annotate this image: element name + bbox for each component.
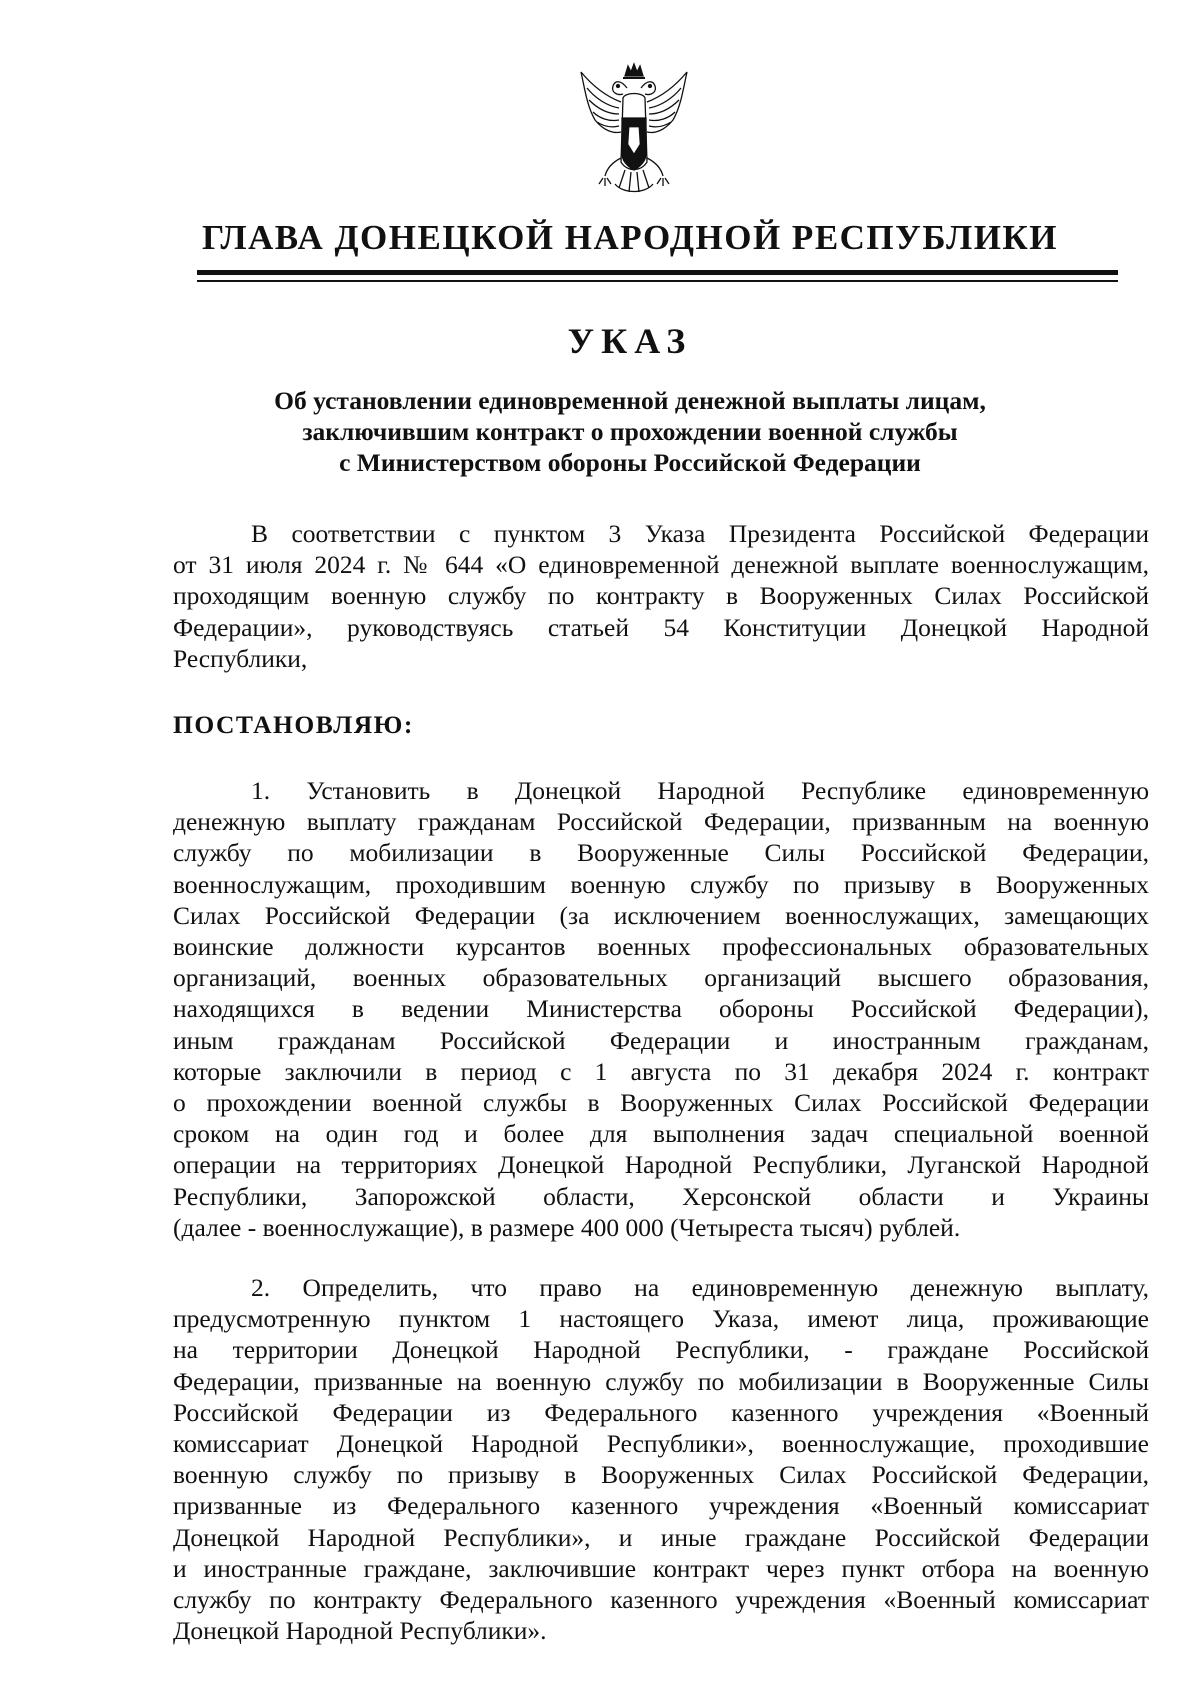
text-line: от 31 июля 2024 г. № 644 «О единовременной денежной выплате военнослужащим, [173,550,1149,580]
text-line: предусмотренную пунктом 1 настоящего Указа, имеют лица, проживающие [173,1304,1149,1334]
title-line: Об установлении единовременной денежной выплаты лицам, [274,386,986,415]
text-line: Республики, [173,643,308,673]
clause-2-paragraph [173,1272,1149,1646]
text-line: комиссариат Донецкой Народной Республики», военнослужащие, проходившие [173,1429,1149,1459]
text-line: сроком на один год и более для выполнения задач специальной военной [173,1119,1149,1149]
text-line: операции на территориях Донецкой Народной Республики, Луганской Народной [173,1150,1149,1180]
title-line: с Министерством обороны Российской Федерации [339,448,921,477]
text-line: о прохождении военной службы в Вооруженных Силах Российской Федерации [173,1088,1149,1118]
document-title [190,385,1070,478]
directive-heading: ПОСТАНОВЛЯЮ: [173,710,414,739]
text-line: и иностранные граждане, заключившие контракт через пункт отбора на военную [173,1553,1149,1583]
text-line: воинские должности курсантов военных профессиональных образовательных [173,932,1149,962]
text-line: Республики, Запорожской области, Херсонской области и Украины [173,1181,1149,1211]
text-line: службу по контракту Федерального казенного учреждения «Военный комиссариат [173,1585,1149,1615]
header-rule-thin [197,280,1118,282]
text-line: Федерации, призванные на военную службу по мобилизации в Вооруженные Силы [173,1366,1149,1396]
document-type: УКАЗ [567,321,693,361]
preamble-paragraph [173,518,1149,674]
text-line: Федерации», руководствуясь статьей 54 Конституции Донецкой Народной [173,612,1149,642]
text-line: призванные из Федерального казенного учреждения «Военный комиссариат [173,1491,1149,1521]
text-line: 1. Установить в Донецкой Народной Республике единовременную [251,776,1149,805]
text-line: В соответствии с пунктом 3 Указа Президента Российской Федерации [251,519,1149,548]
clause-1-paragraph [173,775,1149,1243]
text-line: проходящим военную службу по контракту в Вооруженных Силах Российской [173,581,1149,611]
text-line: денежную выплату гражданам Российской Федерации, призванным на военную [173,807,1149,837]
text-line: военную службу по призыву в Вооруженных Силах Российской Федерации, [173,1460,1149,1490]
coat-of-arms-emblem [575,62,693,212]
text-line: (далее - военнослужащие), в размере 400 000 (Четыреста тысяч) рублей. [173,1212,961,1242]
text-line: Донецкой Народной Республики». [173,1616,547,1646]
text-line: службу по мобилизации в Вооруженные Силы Российской Федерации, [173,838,1149,868]
header-rule-thick [197,270,1118,275]
text-line: на территории Донецкой Народной Республики, - граждане Российской [173,1335,1149,1365]
text-line: которые заключили в период с 1 августа по 31 декабря 2024 г. контракт [173,1056,1149,1086]
text-line: Силах Российской Федерации (за исключением военнослужащих, замещающих [173,900,1149,930]
issuer-title: ГЛАВА ДОНЕЦКОЙ НАРОДНОЙ РЕСПУБЛИКИ [201,218,1059,257]
text-line: Донецкой Народной Республики», и иные граждане Российской Федерации [173,1522,1149,1552]
text-line: организаций, военных образовательных организаций высшего образования, [173,963,1149,993]
text-line: находящихся в ведении Министерства обороны Российской Федерации), [173,994,1149,1024]
title-line: заключившим контракт о прохождении военной службы [302,417,958,446]
text-line: 2. Определить, что право на единовременную денежную выплату, [251,1273,1149,1302]
text-line: Российской Федерации из Федерального казенного учреждения «Военный [173,1397,1149,1427]
text-line: военнослужащим, проходившим военную службу по призыву в Вооруженных [173,869,1149,899]
text-line: иным гражданам Российской Федерации и иностранным гражданам, [173,1025,1149,1055]
